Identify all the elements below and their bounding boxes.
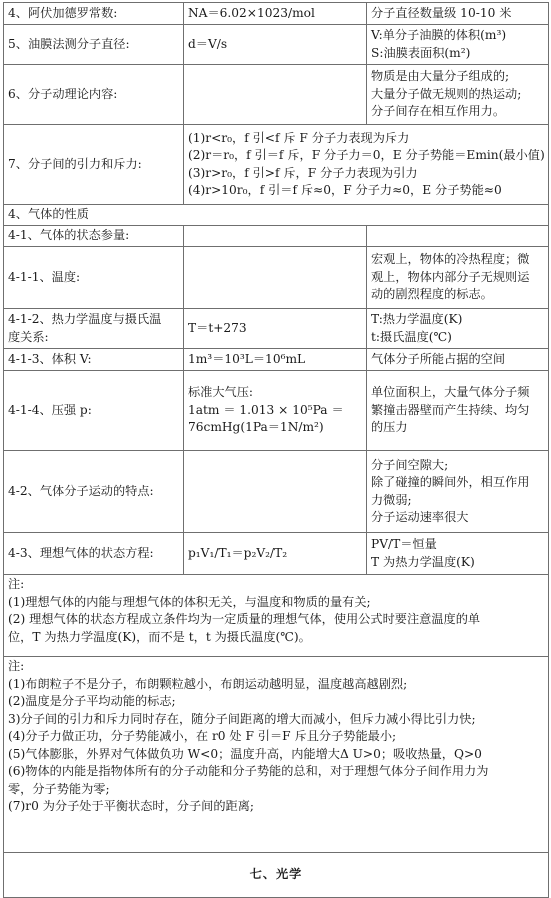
table-row — [4, 853, 549, 898]
molecular-notes-cell — [4, 657, 549, 853]
row-label: 4-3、理想气体的状态方程: — [4, 533, 184, 575]
row-label: 4-1-4、压强 p: — [4, 371, 184, 451]
empty-cell — [367, 226, 549, 247]
table-row — [4, 533, 549, 575]
gas-notes-cell — [4, 575, 549, 657]
note-cell: 分子直径数量级 10-10 米 — [367, 3, 549, 25]
table-row — [4, 451, 549, 533]
formula-line: 76cmHg(1Pa＝1N/m²) — [188, 420, 324, 435]
note-line: 的压力 — [371, 420, 408, 435]
empty-cell — [184, 451, 367, 533]
table-row — [4, 247, 549, 309]
note-line: 物质是由大量分子组成的; — [371, 69, 510, 84]
table-row — [4, 205, 549, 226]
table-row — [4, 349, 549, 371]
note-heading: 注: — [8, 577, 25, 591]
note-line: t:摄氏温度(℃) — [371, 329, 452, 344]
row-label: 6、分子动理论内容: — [4, 65, 184, 125]
table-row — [4, 657, 549, 853]
note-line: 位，T 为热力学温度(K)，而不是 t，t 为摄氏温度(℃)。 — [8, 629, 311, 644]
label-line: 4-1-2、热力学温度与摄氏温 — [8, 312, 162, 326]
note-cell — [367, 451, 549, 533]
table-row — [4, 371, 549, 451]
empty-cell — [184, 247, 367, 309]
note-line: 宏观上，物体的冷热程度；微 — [371, 252, 530, 267]
force-cases-cell — [184, 125, 549, 205]
note-line: 零，分子势能为零; — [8, 781, 110, 796]
note-line: 单位面积上，大量气体分子频 — [371, 385, 530, 400]
note-cell — [367, 309, 549, 349]
section-heading: 4、气体的性质 — [4, 205, 549, 226]
row-label: 7、分子间的引力和斥力: — [4, 125, 184, 205]
note-line: (1)布朗粒子不是分子，布朗颗粒越小，布朗运动越明显，温度越高越剧烈; — [8, 676, 408, 691]
note-cell: 气体分子所能占据的空间 — [367, 349, 549, 371]
formula-cell: 1m³＝10³L＝10⁶mL — [184, 349, 367, 371]
note-line: 动的剧烈程度的标志。 — [371, 287, 493, 302]
note-line: S:油膜表面积(m²) — [371, 45, 471, 60]
empty-cell — [184, 226, 367, 247]
note-line: 力微弱; — [371, 492, 412, 507]
note-cell — [367, 247, 549, 309]
note-cell — [367, 65, 549, 125]
note-line: (1)理想气体的内能与理想气体的体积无关，与温度和物质的量有关; — [8, 594, 371, 609]
note-line: 3)分子间的引力和斥力同时存在，随分子间距离的增大而减小，但斥力减小得比引力快; — [8, 711, 476, 726]
table-row — [4, 575, 549, 657]
force-case-line: (3)r>r₀，f 引>f 斥，F 分子力表现为引力 — [188, 165, 418, 180]
note-line: 分子运动速率很大 — [371, 510, 469, 524]
note-heading: 注: — [8, 659, 25, 673]
empty-cell — [184, 65, 367, 125]
formula-cell: T＝t+273 — [184, 309, 367, 349]
row-label: 4、阿伏加德罗常数: — [4, 3, 184, 25]
row-label: 5、油膜法测分子直径: — [4, 25, 184, 65]
formula-cell: d＝V/s — [184, 25, 367, 65]
formula-cell — [184, 371, 367, 451]
row-label: 4-1-1、温度: — [4, 247, 184, 309]
formula-cell: NA＝6.02×1023/mol — [184, 3, 367, 25]
table-row — [4, 226, 549, 247]
note-line: (2) 理想气体的状态方程成立条件均为一定质量的理想气体，使用公式时要注意温度的单 — [8, 612, 481, 626]
section-title: 七、光学 — [4, 853, 549, 898]
table-row — [4, 125, 549, 205]
note-line: (5)气体膨胀，外界对气体做负功 W<0；温度升高，内能增大Δ U>0；吸收热量，Q>0 — [8, 746, 482, 761]
row-label — [4, 309, 184, 349]
note-line: 观上，物体内部分子无规则运 — [371, 269, 530, 284]
note-line: 大量分子做无规则的热运动; — [371, 86, 522, 101]
note-line: (7)r0 为分子处于平衡状态时，分子间的距离; — [8, 799, 255, 813]
formula-line: 1atm ＝ 1.013 × 10⁵Pa ＝ — [188, 402, 344, 417]
note-line: V:单分子油膜的体积(m³) — [371, 28, 507, 42]
formula-line: 标准大气压: — [188, 385, 254, 400]
note-cell — [367, 25, 549, 65]
subsection-heading: 4-1、气体的状态参量: — [4, 226, 184, 247]
note-cell — [367, 371, 549, 451]
note-line: T 为热力学温度(K) — [371, 554, 475, 569]
note-line: (2)温度是分子平均动能的标志; — [8, 694, 176, 708]
note-line: 分子间空隙大; — [371, 457, 449, 472]
table-row — [4, 25, 549, 65]
note-line: T:热力学温度(K) — [371, 312, 463, 326]
note-cell — [367, 533, 549, 575]
note-line: 除了碰撞的瞬间外，相互作用 — [371, 475, 530, 489]
note-line: (6)物体的内能是指物体所有的分子动能和分子势能的总和，对于理想气体分子间作用力为 — [8, 764, 489, 778]
force-case-line: (1)r<r₀，f 引<f 斥 F 分子力表现为斥力 — [188, 130, 410, 145]
row-label: 4-2、气体分子运动的特点: — [4, 451, 184, 533]
force-case-line: (2)r＝r₀，f 引＝f 斥，F 分子力＝0，E 分子势能＝Emin(最小值) — [188, 148, 545, 162]
force-case-line: (4)r>10r₀，f 引＝f 斥≈0，F 分子力≈0，E 分子势能≈0 — [188, 183, 502, 197]
note-line: 分子间存在相互作用力。 — [371, 104, 506, 119]
table-row — [4, 309, 549, 349]
physics-formula-table — [3, 2, 549, 898]
label-line: 度关系: — [8, 329, 49, 344]
note-line: 繁撞击器壁而产生持续、均匀 — [371, 402, 530, 417]
formula-cell: p₁V₁/T₁＝p₂V₂/T₂ — [184, 533, 367, 575]
table-row — [4, 65, 549, 125]
row-label: 4-1-3、体积 V: — [4, 349, 184, 371]
table-row — [4, 3, 549, 25]
note-line: PV/T＝恒量 — [371, 537, 437, 551]
note-line: (4)分子力做正功，分子势能减小，在 r0 处 F 引＝F 斥且分子势能最小; — [8, 729, 397, 743]
